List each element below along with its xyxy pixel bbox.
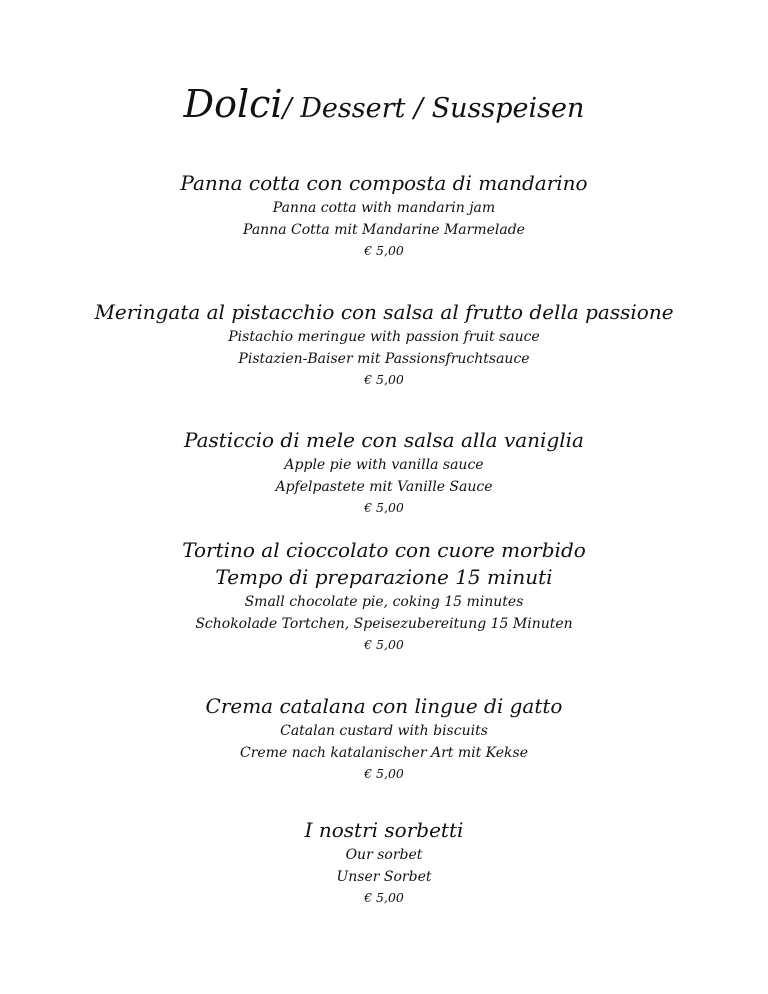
menu-item-crema-catalana bbox=[0, 693, 768, 783]
item-name: Pasticcio di mele con salsa alla vaniglia bbox=[184, 428, 584, 452]
item-translation-de: Creme nach katalanischer Art mit Kekse bbox=[240, 745, 528, 761]
item-translation-en: Small chocolate pie, coking 15 minutes bbox=[244, 594, 524, 610]
menu-item-tortino bbox=[0, 537, 768, 654]
item-price: € 5,00 bbox=[364, 500, 404, 515]
item-price: € 5,00 bbox=[364, 243, 404, 258]
item-price: € 5,00 bbox=[364, 766, 404, 781]
item-translation-de: Schokolade Tortchen, Speisezubereitung 15 Minuten bbox=[195, 616, 573, 632]
item-name: Panna cotta con composta di mandarino bbox=[180, 171, 588, 195]
item-translation-en: Catalan custard with biscuits bbox=[280, 723, 488, 739]
item-price: € 5,00 bbox=[364, 637, 404, 652]
item-translation-de: Apfelpastete mit Vanille Sauce bbox=[275, 479, 493, 495]
menu-item-sorbetti bbox=[0, 817, 768, 907]
item-name-preparation: Tempo di preparazione 15 minuti bbox=[215, 565, 553, 589]
item-translation-de: Unser Sorbet bbox=[336, 869, 432, 885]
item-translation-de: Panna Cotta mit Mandarine Marmelade bbox=[243, 222, 525, 238]
item-name: Tortino al cioccolato con cuore morbido bbox=[182, 538, 586, 562]
title-subtitle: / Dessert / Susspeisen bbox=[282, 93, 585, 124]
item-name: Meringata al pistacchio con salsa al frutto della passione bbox=[94, 300, 674, 324]
item-translation-en: Panna cotta with mandarin jam bbox=[272, 200, 496, 216]
item-price: € 5,00 bbox=[364, 890, 404, 905]
item-translation-en: Apple pie with vanilla sauce bbox=[284, 457, 484, 473]
item-translation-en: Pistachio meringue with passion fruit sauce bbox=[228, 329, 540, 345]
menu-item-meringata bbox=[0, 299, 768, 389]
title-main: Dolci bbox=[183, 82, 283, 126]
menu-item-pasticcio bbox=[0, 427, 768, 517]
item-translation-en: Our sorbet bbox=[345, 847, 423, 863]
menu-item-panna-cotta bbox=[0, 170, 768, 260]
item-name: Crema catalana con lingue di gatto bbox=[205, 694, 563, 718]
item-price: € 5,00 bbox=[364, 372, 404, 387]
page-title bbox=[0, 82, 768, 128]
item-translation-de: Pistazien-Baiser mit Passionsfruchtsauce bbox=[238, 351, 530, 367]
item-name: I nostri sorbetti bbox=[304, 818, 464, 842]
